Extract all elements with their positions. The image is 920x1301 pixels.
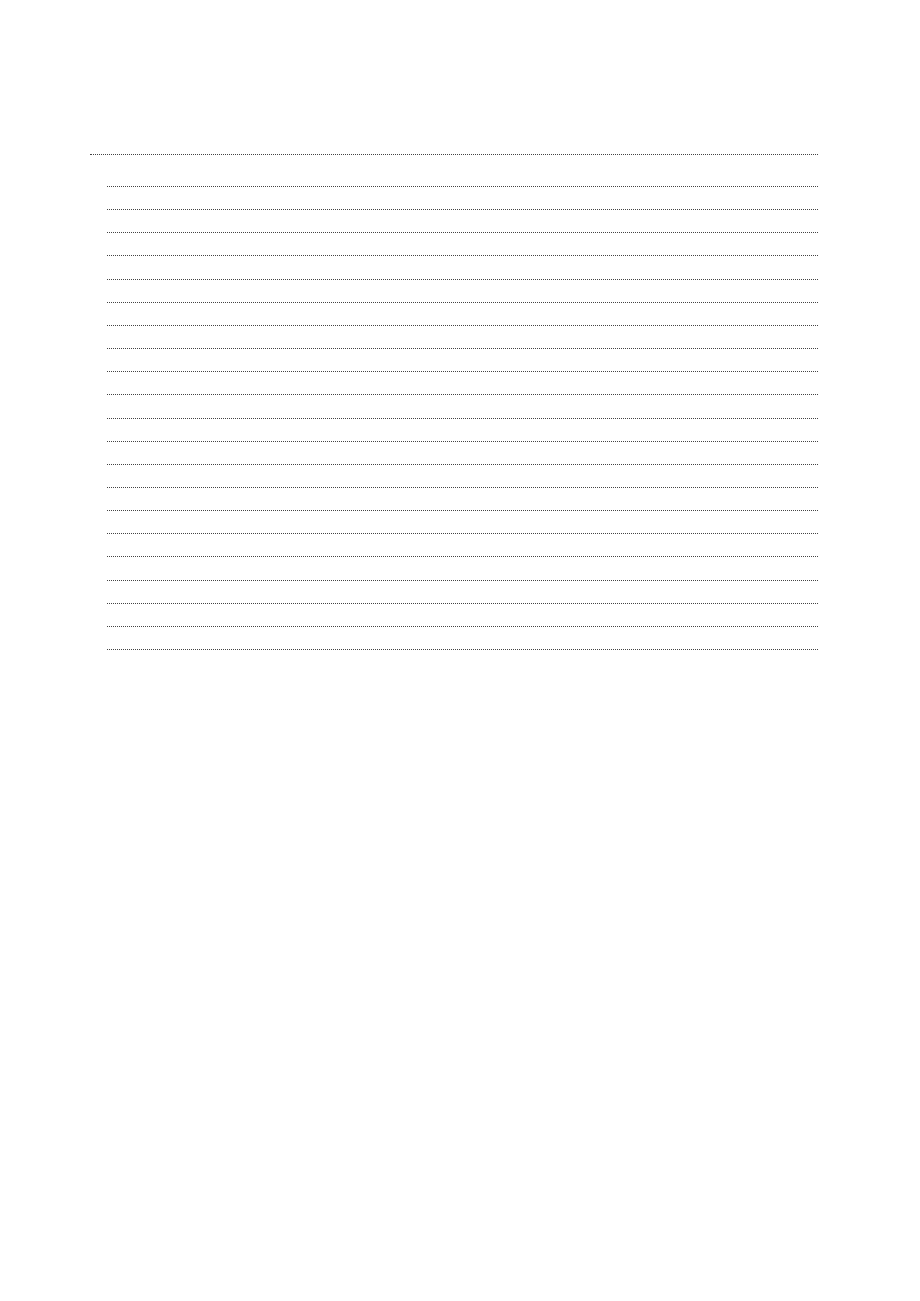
dot-leader — [107, 305, 818, 326]
dot-leader — [107, 235, 818, 256]
dot-leader — [107, 421, 818, 442]
dot-leader — [107, 583, 818, 604]
dot-leader — [107, 560, 818, 581]
toc-section-entry[interactable] — [88, 140, 820, 160]
toc-entry[interactable] — [105, 635, 820, 655]
dot-leader — [90, 134, 818, 155]
dot-leader — [107, 467, 818, 488]
dot-leader — [107, 398, 818, 419]
dot-leader — [107, 513, 818, 534]
dot-leader — [107, 282, 818, 303]
dot-leader — [107, 374, 818, 395]
dot-leader — [107, 490, 818, 511]
dot-leader — [107, 166, 818, 187]
dot-leader — [107, 444, 818, 465]
dot-leader — [107, 189, 818, 210]
dot-leader — [107, 351, 818, 372]
dot-leader — [107, 536, 818, 557]
dot-leader — [107, 606, 818, 627]
dot-leader — [107, 259, 818, 280]
dot-leader — [107, 328, 818, 349]
dot-leader — [107, 212, 818, 233]
dot-leader — [107, 629, 818, 650]
